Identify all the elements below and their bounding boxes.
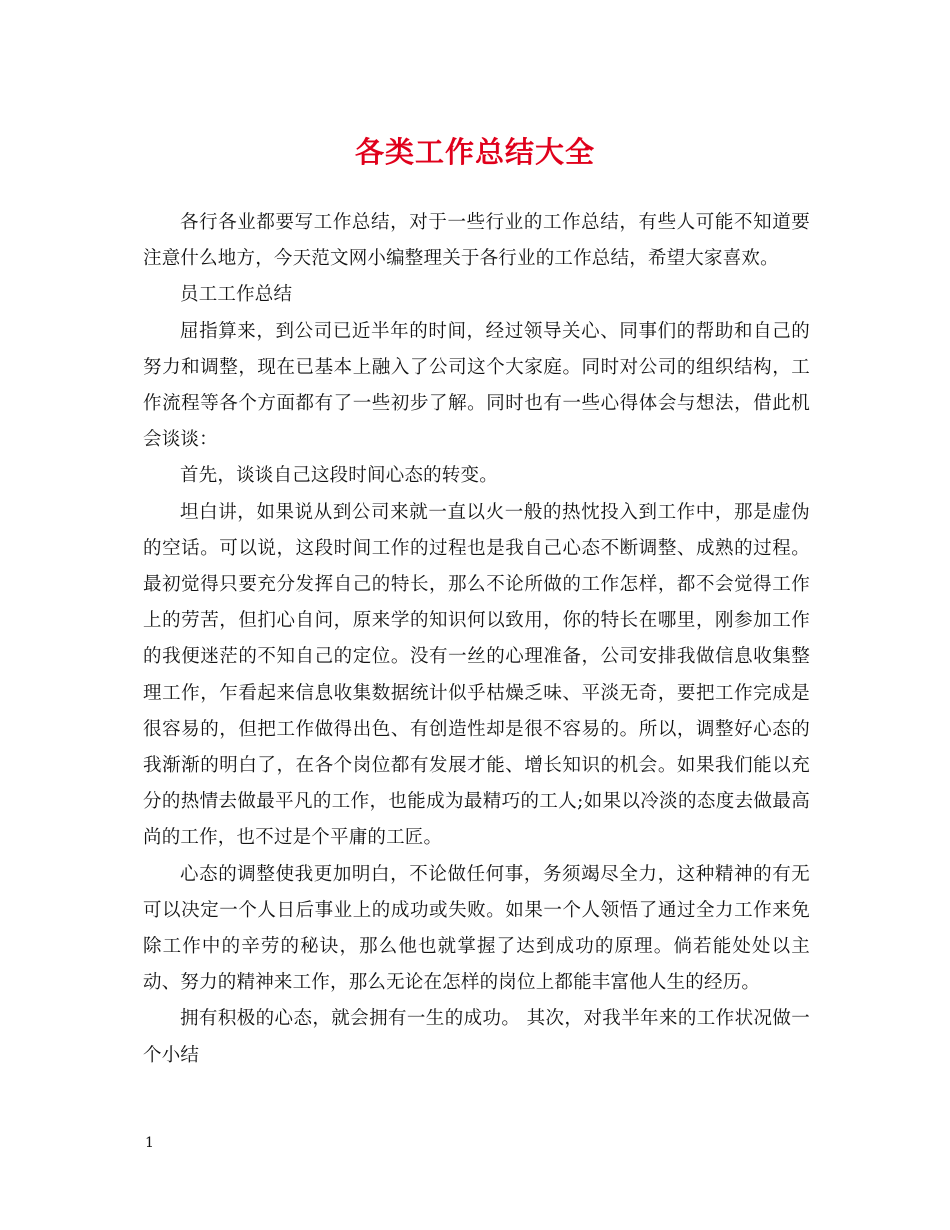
paragraph: 拥有积极的心态，就会拥有一生的成功。 其次，对我半年来的工作状况做一个小结 xyxy=(143,1008,810,1066)
paragraph: 屈指算来，到公司已近半年的时间，经过领导关心、同事们的帮助和自己的努力和调整，现在已基本上融入了公司这个大家庭。同时对公司的组织结构，工作流程等各个方面都有了一些初步了解。同时也有一些心得体会与想法，借此机会谈谈： xyxy=(143,320,810,451)
section-heading-employee-summary: 员工工作总结 xyxy=(180,284,293,306)
paragraph: 首先，谈谈自己这段时间心态的转变。 xyxy=(180,465,498,487)
document-body xyxy=(143,205,810,1074)
paragraph-intro: 各行各业都要写工作总结，对于一些行业的工作总结，有些人可能不知道要注意什么地方，今天范文网小编整理关于各行业的工作总结，希望大家喜欢。 xyxy=(143,212,810,270)
page-number: 1 xyxy=(145,1135,154,1151)
document-title: 各类工作总结大全 xyxy=(354,135,595,169)
paragraph: 心态的调整使我更加明白，不论做任何事，务须竭尽全力，这种精神的有无可以决定一个人日后事业上的成功或失败。如果一个人领悟了通过全力工作来免除工作中的辛劳的秘诀，那么他也就掌握了达到成功的原理。倘若能处处以主动、努力的精神来工作，那么无论在怎样的岗位上都能丰富他人生的经历。 xyxy=(143,863,810,994)
paragraph: 坦白讲，如果说从到公司来就一直以火一般的热忱投入到工作中，那是虚伪的空话。可以说，这段时间工作的过程也是我自己心态不断调整、成熟的过程。最初觉得只要充分发挥自己的特长，那么不论所做的工作怎样，都不会觉得工作上的劳苦，但扪心自问，原来学的知识何以致用，你的特长在哪里，刚参加工作的我便迷茫的不知自己的定位。没有一丝的心理准备，公司安排我做信息收集整理工作，乍看起来信息收集数据统计似乎枯燥乏味、平淡无奇，要把工作完成是很容易的，但把工作做得出色、有创造性却是很不容易的。所以，调整好心态的我渐渐的明白了，在各个岗位都有发展才能、增长知识的机会。如果我们能以充分的热情去做最平凡的工作，也能成为最精巧的工人;如果以冷淡的态度去做最高尚的工作，也不过是个平庸的工匠。 xyxy=(143,501,810,849)
